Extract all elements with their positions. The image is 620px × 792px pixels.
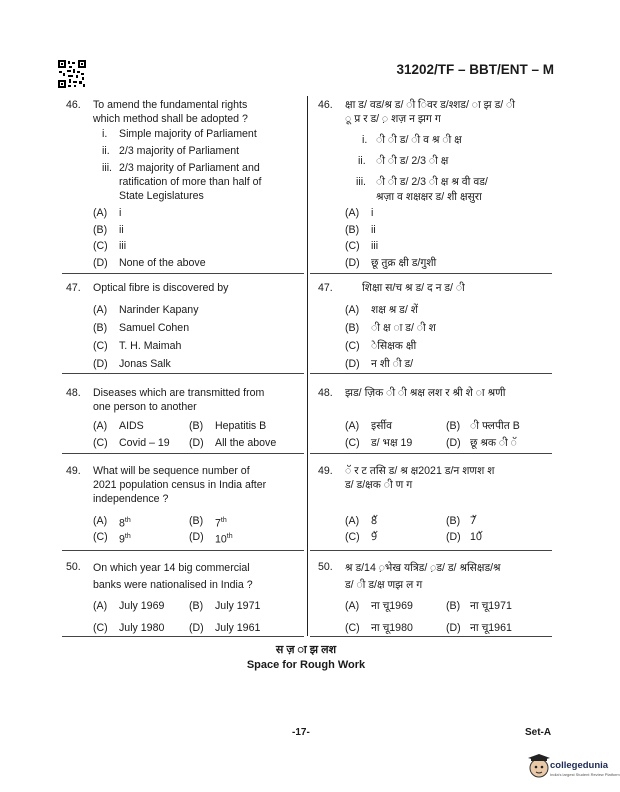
question-text: one person to another (93, 401, 197, 413)
option-text: न शी ी ड/ (371, 358, 414, 370)
sub-item-label: iii. (356, 176, 367, 188)
question-number: 48. (318, 387, 333, 399)
sub-item-text: 2/3 majority of Parliament (119, 145, 240, 157)
option-text: ना चू1961 (470, 622, 512, 634)
option-text: 10th (215, 533, 233, 546)
option-text: 10ॅ (470, 531, 482, 543)
sub-item-text: Simple majority of Parliament (119, 128, 257, 140)
sub-item-label: iii. (102, 162, 113, 174)
question-text: Optical fibre is discovered by (93, 282, 229, 294)
option-text: 9th (119, 533, 131, 546)
question-text: banks were nationalised in India ? (93, 579, 253, 591)
column-divider (307, 96, 308, 636)
option-text: ना चू1980 (371, 622, 413, 634)
option-label: (B) (93, 322, 108, 334)
question-text: श्र ड/14 ़भेख यत्रिड/ ़ड/ ड/ श्रसिक्षड/श्र (345, 562, 501, 574)
question-separator (310, 373, 552, 374)
question-49-english (66, 464, 306, 549)
option-text: i (371, 207, 374, 219)
option-label: (D) (93, 358, 108, 370)
question-text: which method shall be adopted ? (93, 113, 248, 125)
option-label: (C) (93, 340, 108, 352)
option-label: (A) (345, 515, 360, 527)
set-label: Set-A (525, 727, 552, 738)
qr-code-icon (58, 60, 86, 88)
option-text: छू तुक्र क्षी ड/गुशी (371, 257, 437, 269)
option-text: ii (371, 224, 376, 236)
option-label: (A) (345, 304, 360, 316)
option-label: (D) (446, 622, 461, 634)
option-label: (B) (189, 600, 204, 612)
option-label: (B) (446, 420, 461, 432)
question-text: क्षा ड/ वड/श्र ड/ ी िवर ड/श्शड/ ा झ ड/ ी (345, 99, 516, 111)
brand-tagline: India's largest Student Review Platform (550, 772, 620, 777)
question-50-english (66, 560, 306, 635)
option-label: (C) (345, 531, 360, 543)
option-label: (D) (93, 257, 108, 269)
option-text: iii (119, 240, 127, 252)
option-text: AIDS (119, 420, 144, 432)
option-text: 9ॅ (371, 531, 378, 543)
option-text: इर्सीव (371, 420, 392, 432)
option-label: (D) (345, 358, 360, 370)
question-separator (62, 453, 304, 454)
option-text: 7ॅ (470, 515, 477, 527)
sub-item-text: ी ी ड/ 2/3 ी क्ष (376, 155, 449, 167)
option-text: ना चू1969 (371, 600, 413, 612)
option-label: (A) (93, 207, 108, 219)
sub-item-label: ii. (358, 155, 366, 167)
option-label: (B) (345, 224, 360, 236)
question-48-marathi (318, 386, 554, 452)
question-50-marathi (318, 560, 554, 635)
option-text: Samuel Cohen (119, 322, 190, 334)
question-separator (310, 550, 552, 551)
option-text: 8ॅ (371, 515, 378, 527)
rough-work-marathi: स ज़ ा झ लश (275, 644, 337, 656)
option-label: (C) (93, 437, 108, 449)
option-label: (D) (446, 437, 461, 449)
question-text: शिक्षा स/च श्र ड/ द न ड/ ी (362, 282, 465, 294)
option-text: Covid – 19 (119, 437, 170, 449)
question-text: Diseases which are transmitted from (93, 387, 265, 399)
question-number: 47. (66, 282, 81, 294)
question-47-english (66, 281, 306, 371)
option-label: (A) (93, 420, 108, 432)
question-46-marathi (318, 98, 554, 273)
option-label: (A) (93, 600, 108, 612)
option-label: (C) (345, 340, 360, 352)
sub-item-text: श्रज़ा व शक्षक्षर ड/ शी क्षसुरा (376, 191, 482, 203)
option-text: T. H. Maimah (119, 340, 182, 352)
option-label: (B) (345, 322, 360, 334)
question-separator (310, 453, 552, 454)
question-text: ॅ र ट तसि ड/ श्र क्ष2021 ड/न शणश श (345, 465, 495, 477)
sub-item-label: i. (362, 134, 368, 146)
question-text: झड/ ज़िक ी ी श्रक्ष लश र श्री शे ा श्रणी (345, 387, 506, 399)
option-label: (B) (189, 420, 204, 432)
option-label: (C) (345, 437, 360, 449)
option-text: All the above (215, 437, 277, 449)
option-label: (C) (345, 622, 360, 634)
question-number: 50. (66, 561, 81, 573)
option-label: (D) (345, 257, 360, 269)
mascot-icon (528, 754, 550, 780)
option-label: (B) (189, 515, 204, 527)
question-number: 46. (318, 99, 333, 111)
question-separator (62, 550, 304, 551)
option-text: July 1969 (119, 600, 165, 612)
question-separator (62, 636, 304, 637)
question-text: What will be sequence number of (93, 465, 250, 477)
option-text: ी क्ष ा ड/ ी श (371, 322, 436, 334)
brand-name: collegedunia (550, 760, 609, 771)
question-separator (62, 373, 304, 374)
option-label: (A) (93, 304, 108, 316)
option-label: (B) (446, 515, 461, 527)
option-text: July 1961 (215, 622, 261, 634)
sub-item-text: ी ी ड/ ी व श्र ी क्ष (376, 134, 462, 146)
question-number: 46. (66, 99, 81, 111)
question-separator (62, 273, 304, 274)
option-text: July 1971 (215, 600, 261, 612)
question-text: ू प्र र ड/ ़ शज़ न झग ग (345, 113, 441, 125)
sub-item-text: ratification of more than half of (119, 176, 262, 188)
option-label: (C) (93, 240, 108, 252)
option-label: (A) (345, 600, 360, 612)
question-number: 48. (66, 387, 81, 399)
rough-work-english: Space for Rough Work (246, 659, 366, 671)
option-label: (D) (446, 531, 461, 543)
question-text: On which year 14 big commercial (93, 562, 250, 574)
option-text: ड/ भक्ष 19 (371, 437, 413, 449)
question-text: ड/ ड/क्षक ी ण ग (345, 479, 413, 491)
option-label: (D) (189, 437, 204, 449)
question-text: independence ? (93, 493, 169, 505)
option-label: (A) (93, 515, 108, 527)
option-text: 7th (215, 517, 227, 530)
option-label: (B) (446, 600, 461, 612)
option-text: ना चू1971 (470, 600, 512, 612)
sub-item-text: 2/3 majority of Parliament and (119, 162, 260, 174)
question-49-marathi (318, 464, 554, 549)
option-text: July 1980 (119, 622, 165, 634)
question-text: 2021 population census in India after (93, 479, 267, 491)
collegedunia-watermark (528, 752, 620, 786)
option-text: ी फ्लपीत B (470, 420, 520, 432)
option-label: (D) (189, 531, 204, 543)
question-number: 50. (318, 561, 333, 573)
option-text: i (119, 207, 122, 219)
option-label: (C) (93, 531, 108, 543)
option-text: iii (371, 240, 379, 252)
sub-item-text: State Legislatures (119, 190, 204, 202)
option-text: छू श्रक ी ॅ (470, 437, 517, 449)
option-text: ेसिक्षक क्षी (371, 340, 417, 352)
option-label: (C) (345, 240, 360, 252)
option-text: 8th (119, 517, 131, 530)
option-text: Jonas Salk (119, 358, 171, 370)
option-label: (C) (93, 622, 108, 634)
option-label: (D) (189, 622, 204, 634)
sub-item-label: ii. (102, 145, 110, 157)
sub-item-label: i. (102, 128, 108, 140)
question-number: 47. (318, 282, 333, 294)
question-separator (310, 273, 552, 274)
question-text: To amend the fundamental rights (93, 99, 248, 111)
question-46-english (66, 98, 306, 273)
question-separator (310, 636, 552, 637)
option-label: (A) (345, 207, 360, 219)
option-text: शक्ष श्र ड/ शें (371, 304, 418, 316)
option-label: (B) (93, 224, 108, 236)
paper-code: 31202/TF – BBT/ENT – M (396, 62, 554, 77)
option-label: (A) (345, 420, 360, 432)
option-text: ii (119, 224, 124, 236)
question-48-english (66, 386, 306, 452)
question-number: 49. (318, 465, 333, 477)
page-number: -17- (292, 727, 310, 738)
sub-item-text: ी ी ड/ 2/3 ी क्ष श्र वी वड/ (376, 176, 488, 188)
option-text: Hepatitis B (215, 420, 267, 432)
question-text: ड/ ी ड/क्ष णझ ल ग (345, 579, 423, 591)
question-number: 49. (66, 465, 81, 477)
option-text: Narinder Kapany (119, 304, 199, 316)
option-text: None of the above (119, 257, 206, 269)
question-47-marathi (318, 281, 554, 371)
